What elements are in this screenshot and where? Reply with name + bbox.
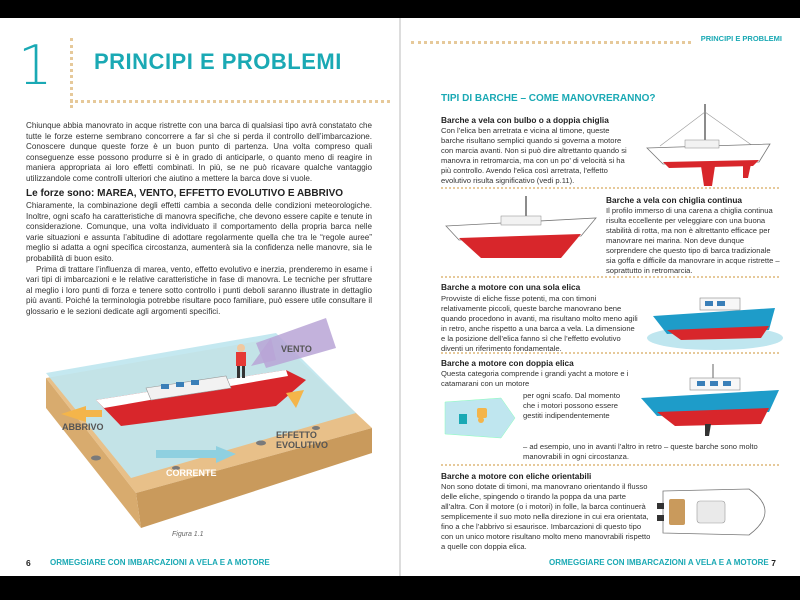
abbrivo-arrow-shaft <box>84 410 102 417</box>
box-heading-twin-prop: Barche a motore con doppia elica <box>441 358 574 368</box>
left-page <box>0 18 399 576</box>
section-separator <box>441 276 779 278</box>
intro-paragraph: Chiunque abbia manovrato in acque ristrette con una barca di qualsiasi tipo avrà constatato che tutte le forze esterne sembrano concorrere a far sì che si perda il controllo dell’imbarcazione. Conoscere dunque queste forze è un buon punto di partenza. Una volta compreso quali conseguenze esse possono produrre si è in grado di anticiparle, o quanto meno di reagire in maniera appropriata ai loro effetti combinati. In più, se ne può ricavare qualche vantaggio utilizzandole come controlli ulteriori che aiutino a mettere la barca dove si vuole. <box>26 121 372 183</box>
footer-title-left: ORMEGGIARE CON IMBARCAZIONI A VELA E A MOTORE <box>50 558 270 567</box>
sailboat-long-keel-illustration <box>441 196 601 271</box>
boat-window <box>191 380 199 385</box>
body-paragraphs <box>26 201 372 318</box>
chapter-number: 1 <box>18 34 53 97</box>
sailboat-bulb-keel-illustration <box>635 102 785 192</box>
crew-head <box>237 344 245 352</box>
dotted-rule <box>411 41 691 44</box>
current-arrow-shaft <box>156 450 218 458</box>
box-text-twin-prop-c: – ad esempio, uno in avanti l’altro in retro – queste barche sono molto manovrabili in ogni circostanza. <box>523 442 758 461</box>
box-heading-steerable-prop: Barche a motore con eliche orientabili <box>441 471 592 481</box>
paragraph-3: Prima di trattare l’influenza di marea, vento, effetto evolutivo e inerzia, prenderemo in esame i vari tipi di imbarcazioni e le relative caratteristiche in fase di manovra. Le tecniche per sfruttare al meglio i loro punti di forza e tenere sotto controllo i punti deboli saranno illustrate in dettaglio più avanti. Poiché la terminologia potrebbe risultare poco familiare, può essere utile consultare il glossario e le sezioni dedicate agli argomenti specifici. <box>26 264 372 316</box>
box-heading-bulb-keel: Barche a vela con bulbo o a doppia chiglia <box>441 115 609 125</box>
label-corrente: CORRENTE <box>166 468 217 478</box>
box-text-twin-prop-b: per ogni scafo. Dal momento che i motori possono essere gestiti indipendentemente <box>523 391 621 420</box>
section-separator <box>441 352 779 354</box>
chapter-title: PRINCIPI E PROBLEMI <box>94 49 342 74</box>
page-number-right: 7 <box>771 558 776 568</box>
dotted-rule <box>70 100 390 103</box>
book-spread <box>0 18 800 576</box>
label-vento: VENTO <box>281 344 312 354</box>
motor-yacht-twin-prop-illustration <box>635 364 785 440</box>
seabed-stone <box>256 441 266 446</box>
label-effetto: EFFETTO <box>276 430 317 440</box>
label-abbrivo: ABBRIVO <box>62 422 104 432</box>
running-head: PRINCIPI E PROBLEMI <box>700 34 782 43</box>
section-separator <box>441 464 779 466</box>
crew-leg <box>242 366 245 378</box>
right-page <box>401 18 800 576</box>
section-separator <box>441 187 779 189</box>
box-text-steerable-prop: Non sono dotate di timoni, ma manovrano orientando il flusso delle eliche, spingendo o tirando la poppa da una parte all’altra. Con il motore (o i motori) in folle, la barca continuerà semplicemente il suo moto nella direzione in cui era orientata, fino a che l’abbrivo si esaurisce. Imbarcazioni di questo tipo con un unico motore risultano molto meno manovrabili rispetto a quelle con doppia elica. <box>441 482 651 551</box>
box-heading-single-prop: Barche a motore con una sola elica <box>441 282 581 292</box>
seabed-stone <box>91 456 101 461</box>
box-text-bulb-keel: Con l’elica ben arretrata e vicina al timone, queste barche risultano semplici quando si governa a motore con marcia avanti. Non si può dire altrettanto quando si manovra in retromarcia, ma con un po’ di velocità si ha più controllo. Avendo l’elica così arretrata, l’effetto evolutivo risulta significativo (vedi p.11). <box>441 126 627 185</box>
page-number-left: 6 <box>26 558 31 568</box>
boat-window <box>161 384 169 389</box>
box-text-long-keel: Il profilo immerso di una carena a chiglia continua risulta eccellente per veleggiare con una buona stabilità di rotta, ma non è altrettanto efficace per manovrare nei marina. Non deve dunque sorprendere che questo tipo di barca tradizionale sia goffa e difficile da manovrare in acque ristrette – soprattutto in retromarcia. <box>606 206 780 275</box>
boat-window <box>176 382 184 387</box>
box-text-twin-prop-a: Questa categoria comprende i grandi yacht a motore e i catamarani con un motore <box>441 369 629 388</box>
forces-subheading: Le forze sono: MAREA, VENTO, EFFETTO EVOLUTIVO E ABBRIVO <box>26 188 344 199</box>
motorboat-steerable-prop-topview <box>657 483 785 543</box>
motorboat-single-prop-illustration <box>645 290 785 352</box>
footer-title-right: ORMEGGIARE CON IMBARCAZIONI A VELA E A MOTORE <box>549 558 769 567</box>
dotted-divider <box>70 38 73 108</box>
paragraph-2: Chiaramente, la combinazione degli effetti cambia a seconda delle condizioni meteorologiche. Inoltre, ogni scafo ha caratteristiche di manovra specifiche, che devono essere capite e tenute in considerazione. Comunque, una volta individuato il comportamento della propria barca nelle varie situazioni e assunta l’abitudine di adottare regolarmente quella che tra le “regole auree” meglio si adatta a ogni specifica circostanza, aumenterà sia la confidenza nelle manovre, sia le probabilità di buon esito. <box>26 201 372 263</box>
figure-forces-illustration <box>26 318 372 538</box>
section-title: TIPI DI BARCHE – COME MANOVRERANNO? <box>441 93 656 104</box>
label-evolutivo: EVOLUTIVO <box>276 440 329 450</box>
crew-leg <box>237 366 240 378</box>
figure-caption: Figura 1.1 <box>172 531 204 538</box>
box-heading-long-keel: Barche a vela con chiglia continua <box>606 195 743 205</box>
twin-prop-hull-diagram <box>441 394 519 444</box>
crew-lifejacket <box>236 352 246 366</box>
box-text-single-prop: Provviste di eliche fisse potenti, ma con timoni relativamente piccoli, queste barche manovrano bene quando procedono in avanti, ma risultano molto meno agili in retro, anche rispetto a una barca a vela. La dimensione e la posizione dell’elica fanno sì che l’effetto evolutivo diventi un riferimento fondamentale. <box>441 294 638 353</box>
